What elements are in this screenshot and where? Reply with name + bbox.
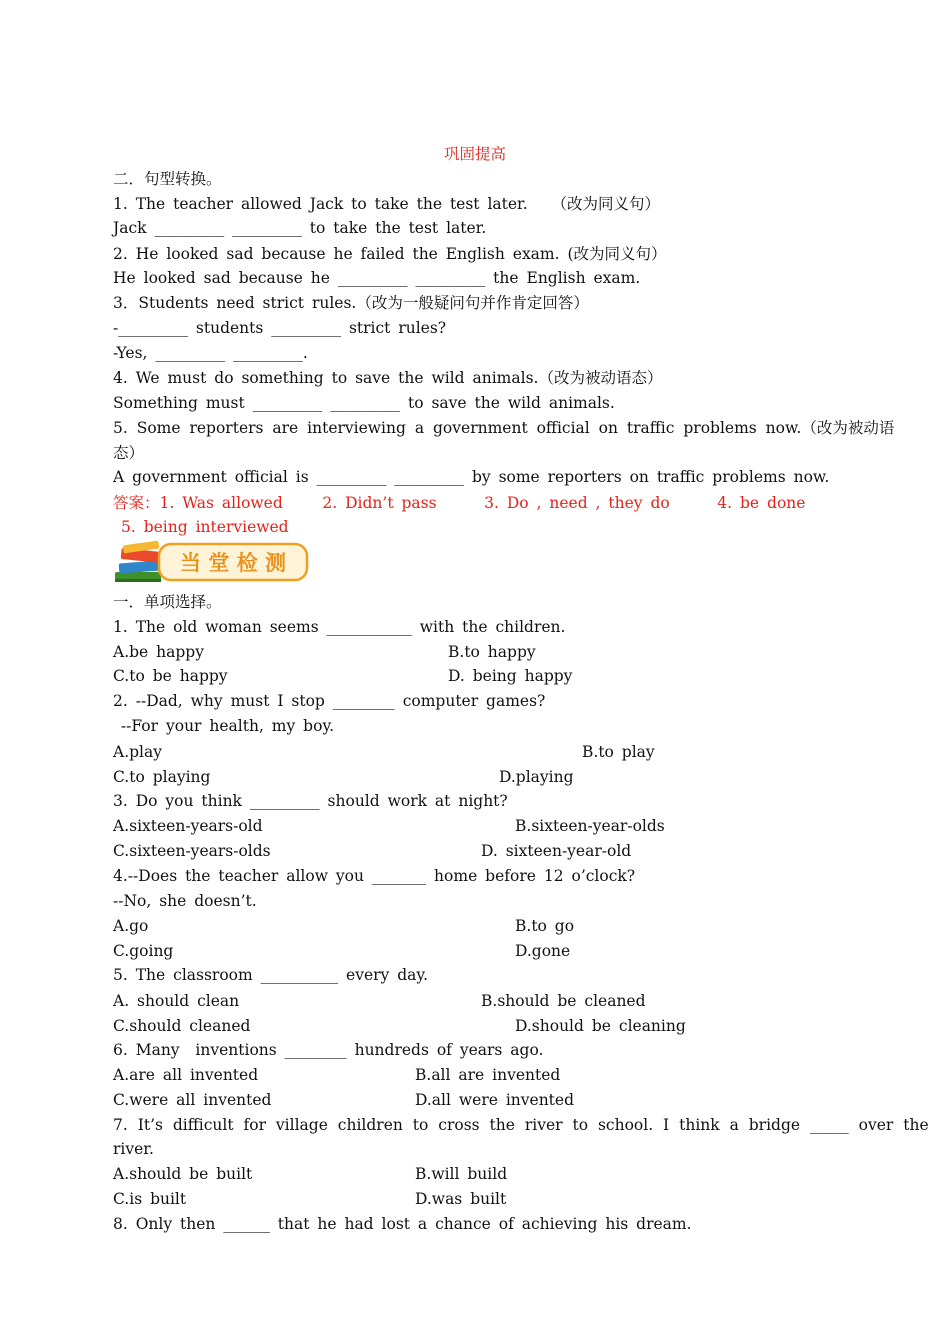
q1-option-c: C.to be happy: [113, 667, 228, 685]
q5-option-a: A. should clean: [113, 992, 240, 1010]
q3-option-a: A.sixteen-years-old: [113, 817, 263, 835]
q6-option-c: C.were all invented: [113, 1091, 272, 1109]
q2-option-a: A.play: [113, 743, 162, 761]
books-icon: [113, 538, 313, 588]
q2-reply: --For your health, my boy.: [113, 717, 335, 735]
answer-key: 答案：1. Was allowed 2. Didn’t pass 3. Do , need , they do 4. be done: [113, 494, 806, 512]
q8-prompt: 8. Only then ______ that he had lost a chance of achieving his dream.: [113, 1215, 692, 1233]
q3-prompt: 3. Do you think _________ should work at night?: [113, 792, 508, 810]
q2-2-prompt: 2. He looked sad because he failed the English exam. (改为同义句）: [113, 245, 667, 263]
q2-4-prompt: 4. We must do something to save the wild animals.（改为被动语态）: [113, 369, 663, 387]
part1-heading: 一．单项选择。: [113, 593, 222, 611]
q7-option-b: B.will build: [415, 1165, 508, 1183]
q2-2-answer-line: He looked sad because he _________ _________ the English exam.: [113, 269, 641, 287]
q4-reply: --No, she doesn’t.: [113, 892, 257, 910]
q2-5-prompt-cont: 态）: [113, 444, 145, 462]
q2-1-answer-line: Jack _________ _________ to take the test later.: [113, 219, 487, 237]
q2-option-d: D.playing: [499, 768, 574, 786]
q2-3-answer-line-2: -Yes, _________ _________.: [113, 344, 308, 362]
q2-5-answer-line: A government official is _________ _________ by some reporters on traffic problems now.: [113, 468, 830, 486]
q4-option-a: A.go: [113, 917, 149, 935]
q7-prompt: 7. It’s difficult for village children to cross the river to school. I think a bridge _____ over the: [113, 1116, 929, 1134]
banner-text: 当 堂 检 测: [180, 551, 286, 575]
q6-option-a: A.are all invented: [113, 1066, 259, 1084]
q4-prompt: 4.--Does the teacher allow you _______ home before 12 o’clock?: [113, 867, 636, 885]
q4-option-c: C.going: [113, 942, 174, 960]
q1-option-a: A.be happy: [113, 643, 204, 661]
q3-option-d: D. sixteen-year-old: [481, 842, 632, 860]
q5-option-d: D.should be cleaning: [515, 1017, 686, 1035]
q7-option-c: C.is built: [113, 1190, 187, 1208]
q6-option-d: D.all were invented: [415, 1091, 575, 1109]
q4-option-b: B.to go: [515, 917, 575, 935]
q1-prompt: 1. The old woman seems ___________ with the children.: [113, 618, 566, 636]
q7-option-d: D.was built: [415, 1190, 507, 1208]
answer-key-cont: 5. being interviewed: [121, 518, 289, 536]
part2-heading: 二．句型转换。: [113, 170, 222, 188]
q4-option-d: D.gone: [515, 942, 571, 960]
q1-option-d: D. being happy: [448, 667, 573, 685]
section-title: 巩固提高: [443, 145, 506, 163]
q5-option-c: C.should cleaned: [113, 1017, 251, 1035]
q3-option-b: B.sixteen-year-olds: [515, 817, 665, 835]
q2-option-c: C.to playing: [113, 768, 211, 786]
q2-5-prompt: 5. Some reporters are interviewing a government official on traffic problems now.（改为被动语: [113, 419, 895, 437]
q7-option-a: A.should be built: [113, 1165, 253, 1183]
in-class-test-banner: [113, 538, 313, 588]
q5-prompt: 5. The classroom __________ every day.: [113, 966, 429, 984]
q2-1-prompt: 1. The teacher allowed Jack to take the test later. （改为同义句）: [113, 195, 660, 213]
q2-4-answer-line: Something must _________ _________ to save the wild animals.: [113, 394, 615, 412]
q2-3-prompt: 3．Students need strict rules.（改为一般疑问句并作肯定回答）: [113, 294, 589, 312]
q5-option-b: B.should be cleaned: [481, 992, 646, 1010]
q1-option-b: B.to happy: [448, 643, 536, 661]
q3-option-c: C.sixteen-years-olds: [113, 842, 271, 860]
q6-prompt: 6. Many inventions ________ hundreds of years ago.: [113, 1041, 544, 1059]
q7-prompt-cont: river.: [113, 1140, 154, 1158]
q2-prompt: 2. --Dad, why must I stop ________ computer games?: [113, 692, 546, 710]
q6-option-b: B.all are invented: [415, 1066, 561, 1084]
q2-3-answer-line: -_________ students _________ strict rules?: [113, 319, 447, 337]
q2-option-b: B.to play: [582, 743, 655, 761]
